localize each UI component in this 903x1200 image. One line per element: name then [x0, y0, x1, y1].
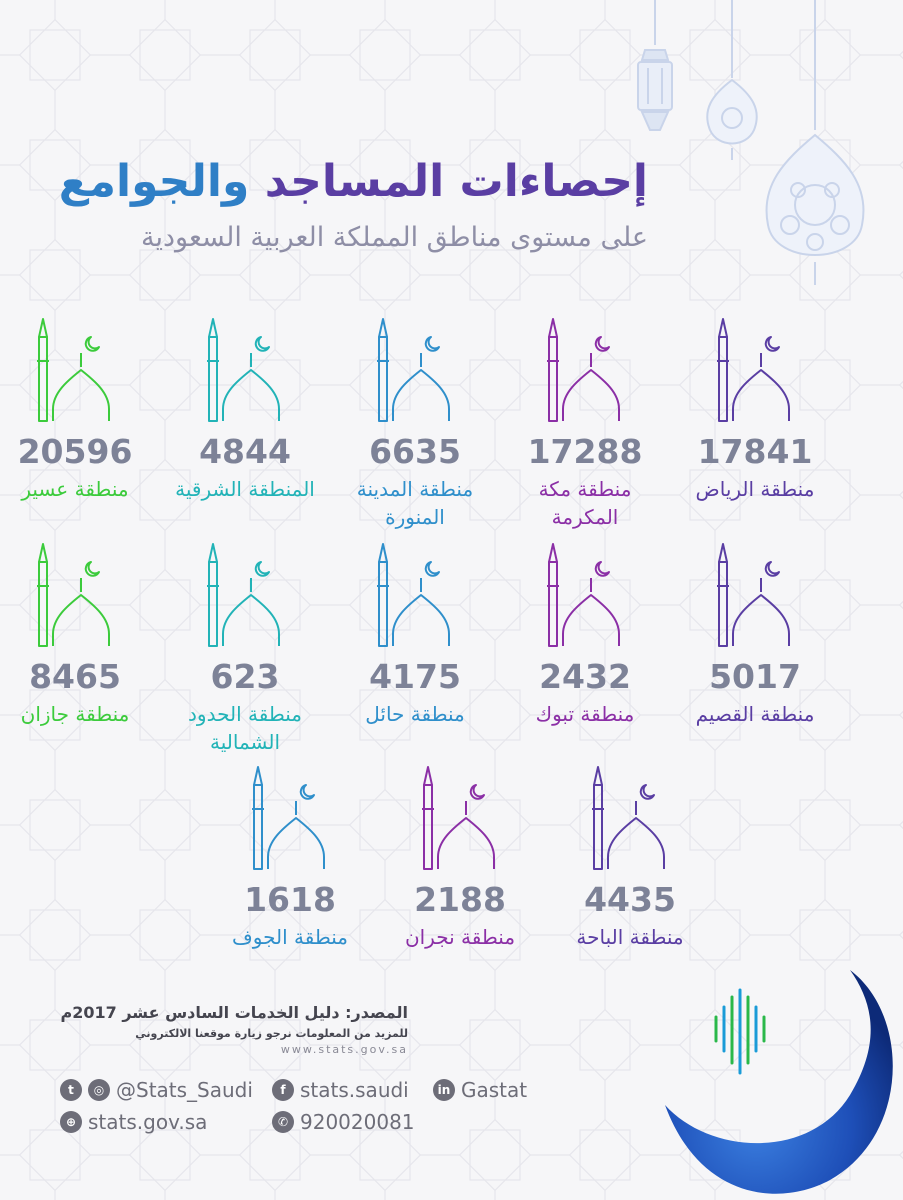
- mosque-icon: [320, 315, 510, 425]
- page-subtitle: على مستوى مناطق المملكة العربية السعودية: [141, 222, 648, 253]
- region-card: [0, 540, 170, 728]
- region-card: [490, 315, 680, 531]
- twitter-icon: t: [60, 1079, 82, 1101]
- mosque-icon: [320, 540, 510, 650]
- mosque-icon: [660, 315, 850, 425]
- region-card: [535, 763, 725, 951]
- region-name: منطقة تبوك: [535, 702, 635, 726]
- region-card: [660, 540, 850, 728]
- stats-logo-icon: [705, 985, 775, 1080]
- region-name: منطقة المدينة المنورة: [356, 477, 474, 529]
- source-note: [61, 1003, 408, 1056]
- facebook-icon: f: [272, 1079, 294, 1101]
- mosque-count: 4844: [199, 432, 291, 471]
- region-name: منطقة الحدود الشمالية: [188, 702, 302, 754]
- region-name: منطقة جازان: [20, 702, 130, 726]
- mosque-icon: [490, 540, 680, 650]
- region-card: [320, 315, 510, 531]
- region-name: منطقة عسير: [21, 477, 129, 501]
- region-name: منطقة حائل: [365, 702, 465, 726]
- region-card: [660, 315, 850, 503]
- mosque-count: 1618: [244, 880, 336, 919]
- website-text: stats.gov.sa: [88, 1110, 208, 1134]
- region-name: منطقة الجوف: [232, 925, 348, 949]
- mosque-count: 17841: [697, 432, 813, 471]
- region-card: [150, 540, 340, 756]
- instagram-icon: ◎: [88, 1079, 110, 1101]
- title-part2: والجوامع: [58, 156, 250, 207]
- mosque-icon: [150, 315, 340, 425]
- region-name: المنطقة الشرقية: [175, 477, 315, 501]
- phone-number: 920020081: [300, 1110, 415, 1134]
- mosque-icon: [660, 540, 850, 650]
- title-part1: إحصاءات المساجد: [264, 156, 648, 207]
- mosque-count: 17288: [527, 432, 643, 471]
- social-twitter-instagram[interactable]: [60, 1078, 253, 1102]
- mosque-count: 4435: [584, 880, 676, 919]
- more-info-text: للمزيد من المعلومات نرجو زيارة موقعنا الالكتروني: [135, 1027, 408, 1040]
- region-card: [490, 540, 680, 728]
- page-title: [59, 156, 648, 207]
- region-card: [365, 763, 555, 951]
- mosque-icon: [365, 763, 555, 873]
- region-card: [195, 763, 385, 951]
- facebook-handle: stats.saudi: [300, 1078, 409, 1102]
- source-text: المصدر: دليل الخدمات السادس عشر 2017م: [60, 1003, 408, 1022]
- mosque-count: 6635: [369, 432, 461, 471]
- social-linkedin[interactable]: [433, 1078, 527, 1102]
- mosque-count: 2188: [414, 880, 506, 919]
- region-card: [320, 540, 510, 728]
- social-facebook[interactable]: [272, 1078, 409, 1102]
- mosque-count: 623: [210, 657, 280, 696]
- mosque-count: 4175: [369, 657, 461, 696]
- linkedin-handle: Gastat: [461, 1078, 528, 1102]
- lantern-icon: [620, 0, 880, 300]
- mosque-count: 8465: [29, 657, 121, 696]
- phone-icon: ✆: [272, 1111, 294, 1133]
- website-small: www.stats.gov.sa: [280, 1043, 408, 1056]
- mosque-count: 20596: [17, 432, 133, 471]
- globe-icon: ⊕: [60, 1111, 82, 1133]
- linkedin-icon: in: [433, 1079, 455, 1101]
- region-name: منطقة نجران: [404, 925, 516, 949]
- mosque-count: 2432: [539, 657, 631, 696]
- region-card: [150, 315, 340, 503]
- twitter-handle: @Stats_Saudi: [116, 1078, 253, 1102]
- mosque-icon: [490, 315, 680, 425]
- website-link[interactable]: [60, 1110, 207, 1134]
- mosque-icon: [150, 540, 340, 650]
- region-name: منطقة القصيم: [695, 702, 815, 726]
- region-name: منطقة الرياض: [695, 477, 815, 501]
- mosque-icon: [0, 540, 170, 650]
- mosque-icon: [0, 315, 170, 425]
- region-name: منطقة مكة المكرمة: [538, 477, 632, 529]
- mosque-icon: [195, 763, 385, 873]
- region-card: [0, 315, 170, 503]
- crescent-moon-icon: [660, 965, 903, 1200]
- phone-contact[interactable]: [272, 1110, 415, 1134]
- mosque-count: 5017: [709, 657, 801, 696]
- region-name: منطقة الباحة: [576, 925, 684, 949]
- mosque-icon: [535, 763, 725, 873]
